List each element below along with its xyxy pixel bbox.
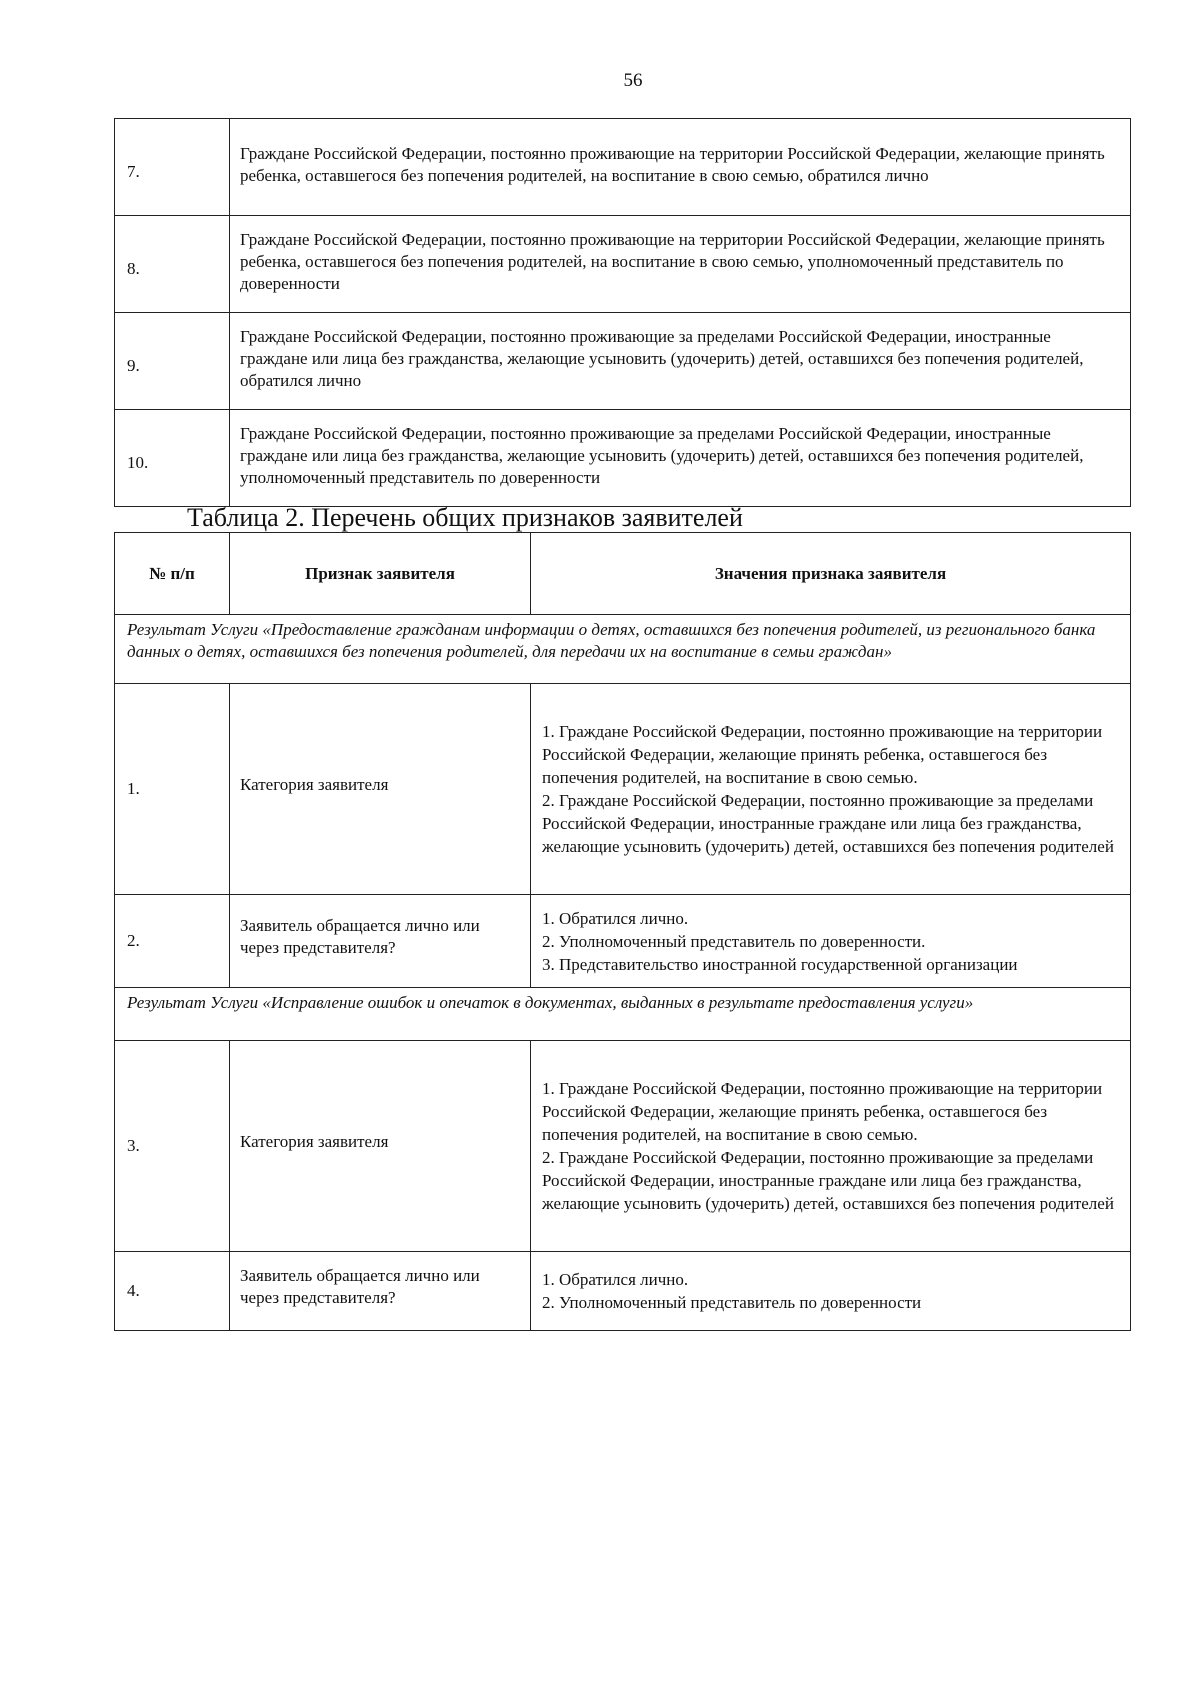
row-description: Граждане Российской Федерации, постоянно проживающие за пределами Российской Федерации, иностранные граждане или лица без гражданства, желающие усыновить (удочерить) детей, оставшихся без попечения родителей, уполномоченный представитель по доверенности [230,410,1131,507]
row-number: 7. [115,119,230,216]
row-description: Граждане Российской Федерации, постоянно проживающие на территории Российской Федерации, желающие принять ребенка, оставшегося без попечения родителей, на воспитание в свою семью, уполномоченный представитель по доверенности [230,216,1131,313]
section-title: Результат Услуги «Предоставление гражданам информации о детях, оставшихся без попечения родителей, из регионального банка данных о детях, оставшихся без попечения родителей, для передачи их на воспитание в семьи граждан» [115,615,1131,684]
row-number: 10. [115,410,230,507]
row-values [531,684,1131,895]
value-item: 1. Граждане Российской Федерации, постоянно проживающие на территории Российской Федерации, желающие принять ребенка, оставшегося без попечения родителей, на воспитание в свою семью. [542,1079,1103,1144]
table-row [115,410,1131,507]
table-row [115,216,1131,313]
row-sign [230,684,531,895]
row-number: 9. [115,313,230,410]
row-number: 1. [115,684,230,895]
table-row [115,313,1131,410]
row-description: Граждане Российской Федерации, постоянно проживающие за пределами Российской Федерации, иностранные граждане или лица без гражданства, желающие усыновить (удочерить) детей, оставшихся без попечения родителей, обратился лично [230,313,1131,410]
section-row [115,988,1131,1041]
value-item: 2. Граждане Российской Федерации, постоянно проживающие за пределами Российской Федерации, иностранные граждане или лица без гражданства, желающие усыновить (удочерить) детей, оставшихся без попечения родителей [542,791,1114,856]
value-item: 1. Граждане Российской Федерации, постоянно проживающие на территории Российской Федерации, желающие принять ребенка, оставшегося без попечения родителей, на воспитание в свою семью. [542,722,1103,787]
table-row [115,895,1131,988]
row-values [531,1041,1131,1252]
table2-title: Таблица 2. Перечень общих признаков заявителей [187,503,743,532]
row-sign [230,895,531,988]
value-item: 2. Уполномоченный представитель по доверенности. [542,931,926,951]
header-values: Значения признака заявителя [531,533,1131,615]
applicant-variants-table-continued [114,118,1131,507]
row-description: Граждане Российской Федерации, постоянно проживающие на территории Российской Федерации, желающие принять ребенка, оставшегося без попечения родителей, на воспитание в свою семью, обратился лично [230,119,1131,216]
row-values [531,1252,1131,1331]
row-number: 8. [115,216,230,313]
value-item: 2. Граждане Российской Федерации, постоянно проживающие за пределами Российской Федерации, иностранные граждане или лица без гражданства, желающие усыновить (удочерить) детей, оставшихся без попечения родителей [542,1148,1114,1213]
value-item: 1. Обратился лично. [542,908,689,928]
table-row [115,1252,1131,1331]
row-sign [230,1252,531,1331]
sign-text: Категория заявителя [240,1132,389,1151]
header-sign: Признак заявителя [230,533,531,615]
row-number: 4. [115,1252,230,1331]
value-item: 1. Обратился лично. [542,1270,689,1289]
sign-text: Заявитель обращается лично или через представителя? [240,916,480,957]
table-row [115,684,1131,895]
header-number: № п/п [115,533,230,615]
row-sign [230,1041,531,1252]
sign-text: Категория заявителя [240,775,389,794]
value-item: 2. Уполномоченный представитель по доверенности [542,1293,922,1312]
row-number: 2. [115,895,230,988]
row-number: 3. [115,1041,230,1252]
table-header-row [115,533,1131,615]
row-values [531,895,1131,988]
sign-text: Заявитель обращается лично или через представителя? [240,1266,480,1307]
table-row [115,119,1131,216]
value-item: 3. Представительство иностранной государственной организации [542,954,1018,974]
section-title: Результат Услуги «Исправление ошибок и опечаток в документах, выданных в результате предоставления услуги» [115,988,1131,1041]
table-row [115,1041,1131,1252]
applicant-signs-table [114,532,1131,1331]
section-row [115,615,1131,684]
page-number: 56 [623,70,643,91]
